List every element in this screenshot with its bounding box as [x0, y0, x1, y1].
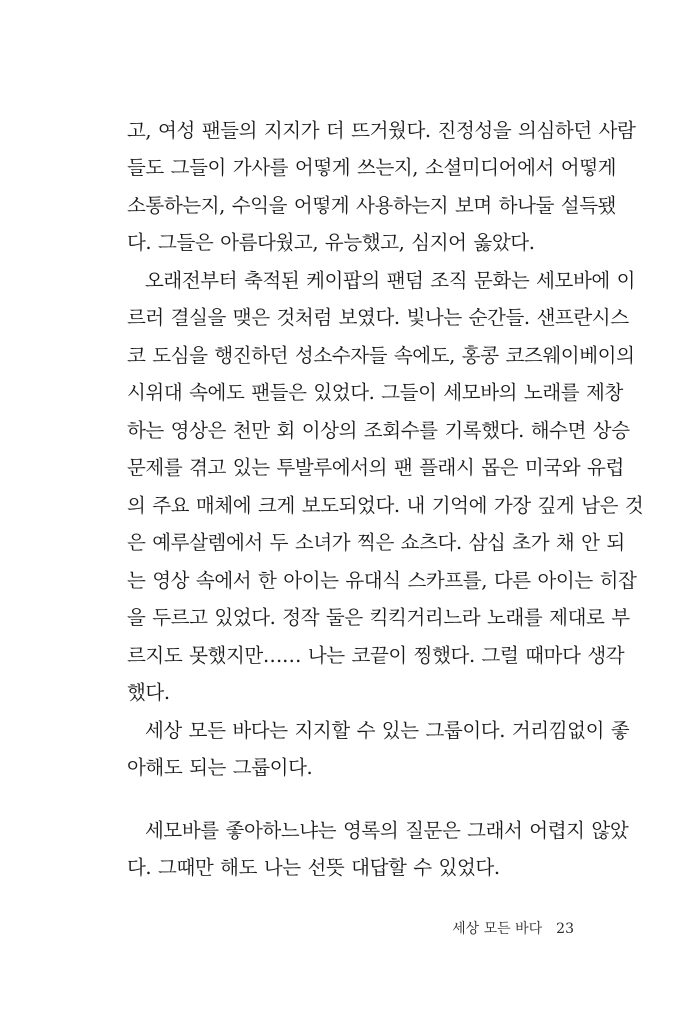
text-line: 르지도 못했지만…… 나는 코끝이 찡했다. 그럴 때마다 생각	[127, 644, 625, 667]
text-line: 들도 그들이 가사를 어떻게 쓰는지, 소셜미디어에서 어떻게	[127, 156, 617, 179]
page-footer	[452, 918, 574, 940]
text-line: 문제를 겪고 있는 투발루에서의 팬 플래시 몹은 미국와 유럽	[127, 456, 624, 479]
text-line: 세모바를 좋아하느냐는 영록의 질문은 그래서 어렵지 않았	[145, 819, 629, 842]
page-number: 23	[556, 921, 574, 937]
text-line: 코 도심을 행진하던 성소수자들 속에도, 홍콩 코즈웨이베이의	[127, 344, 635, 367]
text-line: 시위대 속에도 팬들은 있었다. 그들이 세모바의 노래를 제창	[127, 381, 623, 404]
text-line: 르러 결실을 맺은 것처럼 보였다. 빛나는 순간들. 샌프란시스	[127, 306, 629, 329]
text-line: 소통하는지, 수익을 어떻게 사용하는지 보며 하나둘 설득됐	[127, 194, 617, 217]
text-line: 을 두르고 있었다. 정작 둘은 킥킥거리느라 노래를 제대로 부	[127, 606, 630, 629]
text-line: 오래전부터 축적된 케이팝의 팬덤 조직 문화는 세모바에 이	[145, 269, 636, 292]
text-line: 은 예루살렘에서 두 소녀가 찍은 쇼츠다. 삼십 초가 채 안 되	[127, 531, 625, 554]
text-line: 아해도 되는 그룹이다.	[127, 756, 313, 779]
text-line: 는 영상 속에서 한 아이는 유대식 스카프를, 다른 아이는 히잡	[127, 569, 637, 592]
text-line: 세상 모든 바다는 지지할 수 있는 그룹이다. 거리낌없이 좋	[145, 719, 630, 742]
text-line: 하는 영상은 천만 회 이상의 조회수를 기록했다. 해수면 상승	[127, 419, 630, 442]
running-title: 세상 모든 바다	[452, 921, 543, 937]
text-line: 고, 여성 팬들의 지지가 더 뜨거웠다. 진정성을 의심하던 사람	[127, 119, 636, 142]
text-line: 의 주요 매체에 크게 보도되었다. 내 기억에 가장 깊게 남은 것	[127, 494, 644, 517]
text-line: 했다.	[127, 681, 170, 704]
text-line: 다. 그때만 해도 나는 선뜻 대답할 수 있었다.	[127, 856, 500, 879]
text-line: 다. 그들은 아름다웠고, 유능했고, 심지어 옳았다.	[127, 231, 535, 254]
